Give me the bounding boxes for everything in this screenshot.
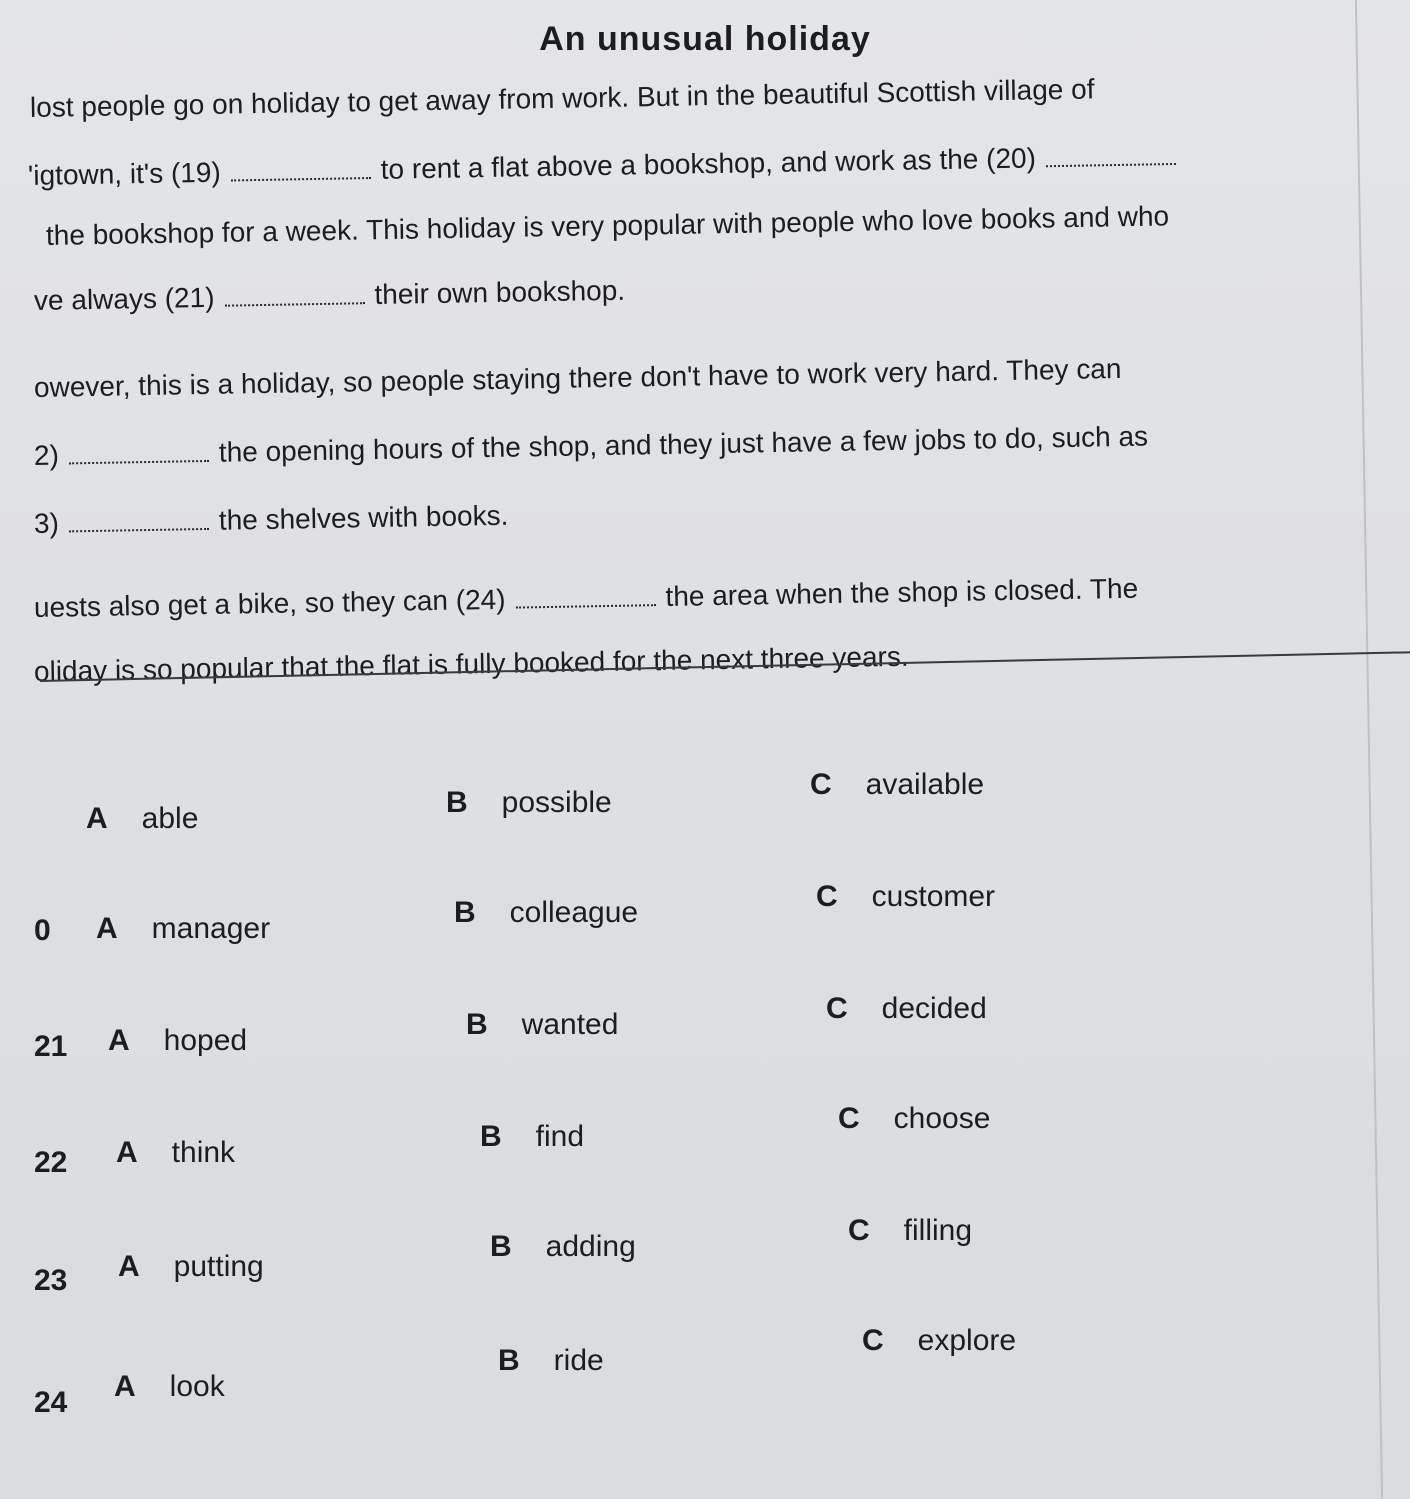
gap-20[interactable]	[1046, 141, 1176, 167]
option-20-b[interactable]	[454, 896, 638, 930]
passage-text: ve always (21)	[33, 281, 215, 316]
option-23-c[interactable]	[848, 1214, 972, 1248]
page-edge-line	[1355, 0, 1383, 1499]
passage-text: the area when the shop is closed. The	[665, 572, 1139, 612]
passage-text: uests also get a bike, so they can (24)	[33, 583, 506, 623]
option-letter: C	[862, 1324, 884, 1357]
passage-line-5	[34, 353, 1122, 404]
option-21-a[interactable]	[108, 1024, 247, 1058]
passage-line-2	[28, 140, 1186, 192]
question-number: 21	[34, 1030, 68, 1063]
option-letter: B	[498, 1344, 520, 1377]
passage-line-7	[34, 500, 509, 540]
option-23-a[interactable]	[118, 1250, 264, 1284]
page-title: An unusual holiday	[539, 20, 871, 58]
option-text: choose	[893, 1102, 991, 1135]
option-letter: A	[108, 1024, 130, 1057]
option-text: manager	[151, 912, 271, 945]
option-20-c[interactable]	[816, 880, 995, 914]
passage-text: the shelves with books.	[218, 499, 509, 536]
option-23-b[interactable]	[490, 1230, 636, 1264]
option-19-c[interactable]	[810, 768, 984, 802]
gap-19[interactable]	[230, 155, 370, 181]
option-22-b[interactable]	[480, 1120, 584, 1154]
passage-text: their own bookshop.	[374, 274, 626, 311]
passage-text: 3)	[33, 507, 60, 539]
question-number: 24	[34, 1386, 68, 1419]
question-number: 23	[34, 1264, 68, 1297]
passage-text: the bookshop for a week. This holiday is very popular with people who love books and who	[45, 200, 1170, 251]
option-text: wanted	[521, 1008, 619, 1041]
option-19-a[interactable]	[86, 802, 198, 836]
option-21-c[interactable]	[826, 992, 987, 1026]
option-20-a[interactable]	[96, 912, 270, 946]
question-number: 0	[34, 914, 51, 947]
passage-text: oliday is so popular that the flat is fully booked for the next three years.	[33, 640, 909, 687]
passage-text: the opening hours of the shop, and they just have a few jobs to do, such as	[218, 420, 1149, 468]
option-letter: A	[86, 802, 108, 835]
option-21-b[interactable]	[466, 1008, 618, 1042]
option-24-a[interactable]	[114, 1370, 225, 1404]
option-letter: B	[466, 1008, 488, 1041]
option-letter: C	[816, 880, 838, 913]
option-letter: C	[826, 992, 848, 1025]
passage-text: lost people go on holiday to get away from work. But in the beautiful Scottish village of	[29, 73, 1095, 123]
option-letter: B	[480, 1120, 502, 1153]
option-letter: C	[848, 1214, 870, 1247]
option-text: possible	[501, 786, 612, 819]
option-text: hoped	[163, 1024, 248, 1057]
option-letter: A	[116, 1136, 138, 1169]
gap-24[interactable]	[515, 582, 655, 608]
passage-line-6	[34, 421, 1149, 472]
option-text: colleague	[509, 896, 639, 929]
option-text: explore	[917, 1324, 1017, 1357]
option-22-c[interactable]	[838, 1102, 990, 1136]
passage-text: to rent a flat above a bookshop, and work as the (20)	[380, 142, 1037, 185]
option-text: ride	[553, 1344, 604, 1377]
gap-23[interactable]	[69, 506, 209, 532]
option-letter: B	[490, 1230, 512, 1263]
option-letter: A	[96, 912, 118, 945]
passage-text: 2)	[33, 439, 60, 471]
option-text: think	[171, 1136, 236, 1169]
option-text: customer	[871, 880, 996, 913]
option-24-c[interactable]	[862, 1324, 1016, 1358]
option-text: putting	[173, 1250, 264, 1283]
option-letter: C	[810, 768, 832, 801]
option-text: available	[865, 768, 985, 801]
option-24-b[interactable]	[498, 1344, 604, 1378]
passage-line-8	[34, 573, 1139, 624]
passage-line-3	[46, 200, 1170, 252]
option-text: able	[141, 802, 199, 835]
option-text: decided	[881, 992, 987, 1025]
option-text: find	[535, 1120, 585, 1153]
option-letter: C	[838, 1102, 860, 1135]
option-letter: A	[114, 1370, 136, 1403]
option-text: look	[169, 1370, 225, 1403]
gap-21[interactable]	[224, 280, 364, 306]
passage-line-4	[34, 275, 626, 317]
question-number: 22	[34, 1146, 68, 1179]
gap-22[interactable]	[69, 438, 209, 464]
option-22-a[interactable]	[116, 1136, 235, 1170]
option-text: filling	[903, 1214, 973, 1247]
option-letter: B	[454, 896, 476, 929]
passage-text: owever, this is a holiday, so people staying there don't have to work very hard. They can	[33, 353, 1122, 403]
option-text: adding	[545, 1230, 636, 1263]
option-letter: B	[446, 786, 468, 819]
option-19-b[interactable]	[446, 786, 612, 820]
option-letter: A	[118, 1250, 140, 1283]
passage-line-1	[30, 73, 1095, 124]
passage-text: 'igtown, it's (19)	[27, 156, 221, 191]
